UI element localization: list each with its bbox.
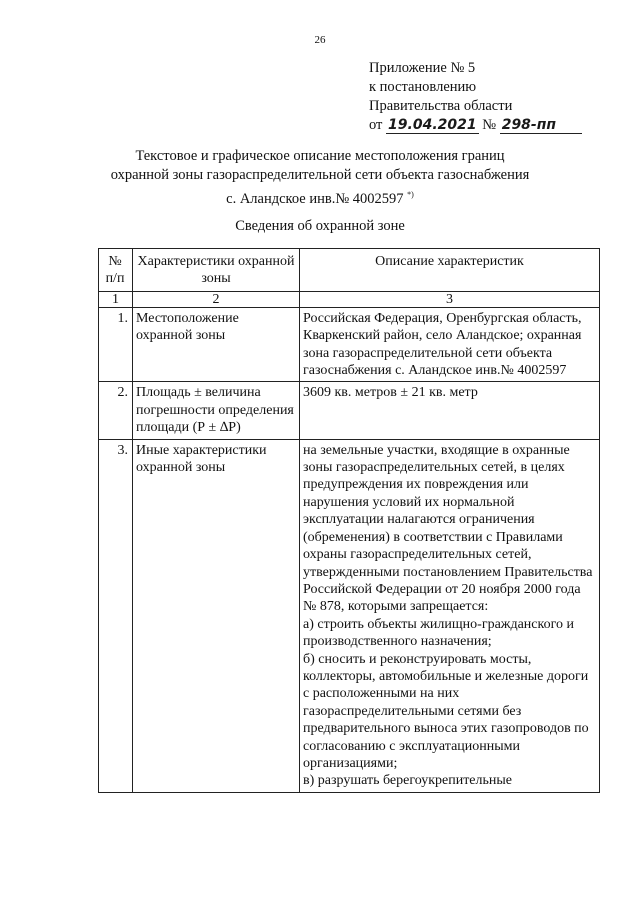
title-line-1: Текстовое и графическое описание местоположения границ [135, 148, 505, 164]
row-number: 2. [99, 382, 133, 439]
table-row [99, 439, 600, 792]
annex-block [369, 59, 582, 135]
row-characteristic: Местоположение охранной зоны [133, 307, 300, 382]
table-row [99, 382, 600, 439]
column-number-row [99, 291, 600, 307]
row-number: 1. [99, 307, 133, 382]
header-description: Описание характеристик [300, 249, 600, 292]
row-characteristic: Площадь ± величина погрешности определения площади (Р ± ∆Р) [133, 382, 300, 439]
column-number-2: 2 [133, 291, 300, 307]
restriction-item-a: а) строить объекты жилищно-гражданского и производственного назначения; [303, 616, 574, 650]
row-characteristic: Иные характеристики охранной зоны [133, 439, 300, 792]
section-subtitle: Сведения об охранной зоне [235, 218, 405, 234]
annex-line-1: Приложение № 5 [369, 60, 476, 76]
row-description: Российская Федерация, Оренбургская область, Кваркенский район, село Аландское; охранная зона газораспределительной сети объекта газоснабжения с. Аландское инв.№ 4002597 [300, 307, 600, 382]
footnote-mark: *) [407, 190, 414, 199]
number-label: № [482, 117, 497, 133]
annex-line-3: Правительства области [369, 98, 513, 114]
from-label: от [369, 117, 383, 133]
page-number: 26 [314, 34, 326, 46]
title-line-3 [0, 185, 640, 209]
annex-line-2: к постановлению [369, 79, 477, 95]
table-header-row [99, 249, 600, 292]
document-title [0, 147, 640, 209]
row-description: 3609 кв. метров ± 21 кв. метр [300, 382, 600, 439]
header-number: № п/п [99, 249, 133, 292]
row-description [300, 439, 600, 792]
handwritten-number: 298-пп [500, 118, 582, 134]
column-number-3: 3 [300, 291, 600, 307]
title-line-2: охранной зоны газораспределительной сети объекта газоснабжения [110, 167, 530, 183]
protection-zone-table [98, 248, 600, 793]
restriction-item-c: в) разрушать берегоукрепительные [303, 773, 513, 789]
title-line-3-text: с. Аландское инв.№ 4002597 [226, 190, 404, 207]
header-characteristics: Характеристики охранной зоны [133, 249, 300, 292]
restrictions-intro: на земельные участки, входящие в охранные зоны газораспределительных сетей, в целях предупреждения их повреждения или нарушения условий их нормальной эксплуатации налагаются ограничения (обременения) в соответствии с Правилами охраны газораспределительных сетей, утвержденными постановлением Правительства Российской Федерации от 20 ноября 2000 года № 878, которыми запрещается: [303, 442, 593, 615]
column-number-1: 1 [99, 291, 133, 307]
row-number: 3. [99, 439, 133, 792]
handwritten-date: 19.04.2021 [388, 117, 477, 133]
annex-date-line [369, 116, 582, 135]
restriction-item-b: б) сносить и реконструировать мосты, коллекторы, автомобильные и железные дороги с расположенными на них газораспределительными сетями без предварительного выноса этих газопроводов по согласованию с эксплуатационными организациями; [303, 651, 589, 771]
table-row [99, 307, 600, 382]
